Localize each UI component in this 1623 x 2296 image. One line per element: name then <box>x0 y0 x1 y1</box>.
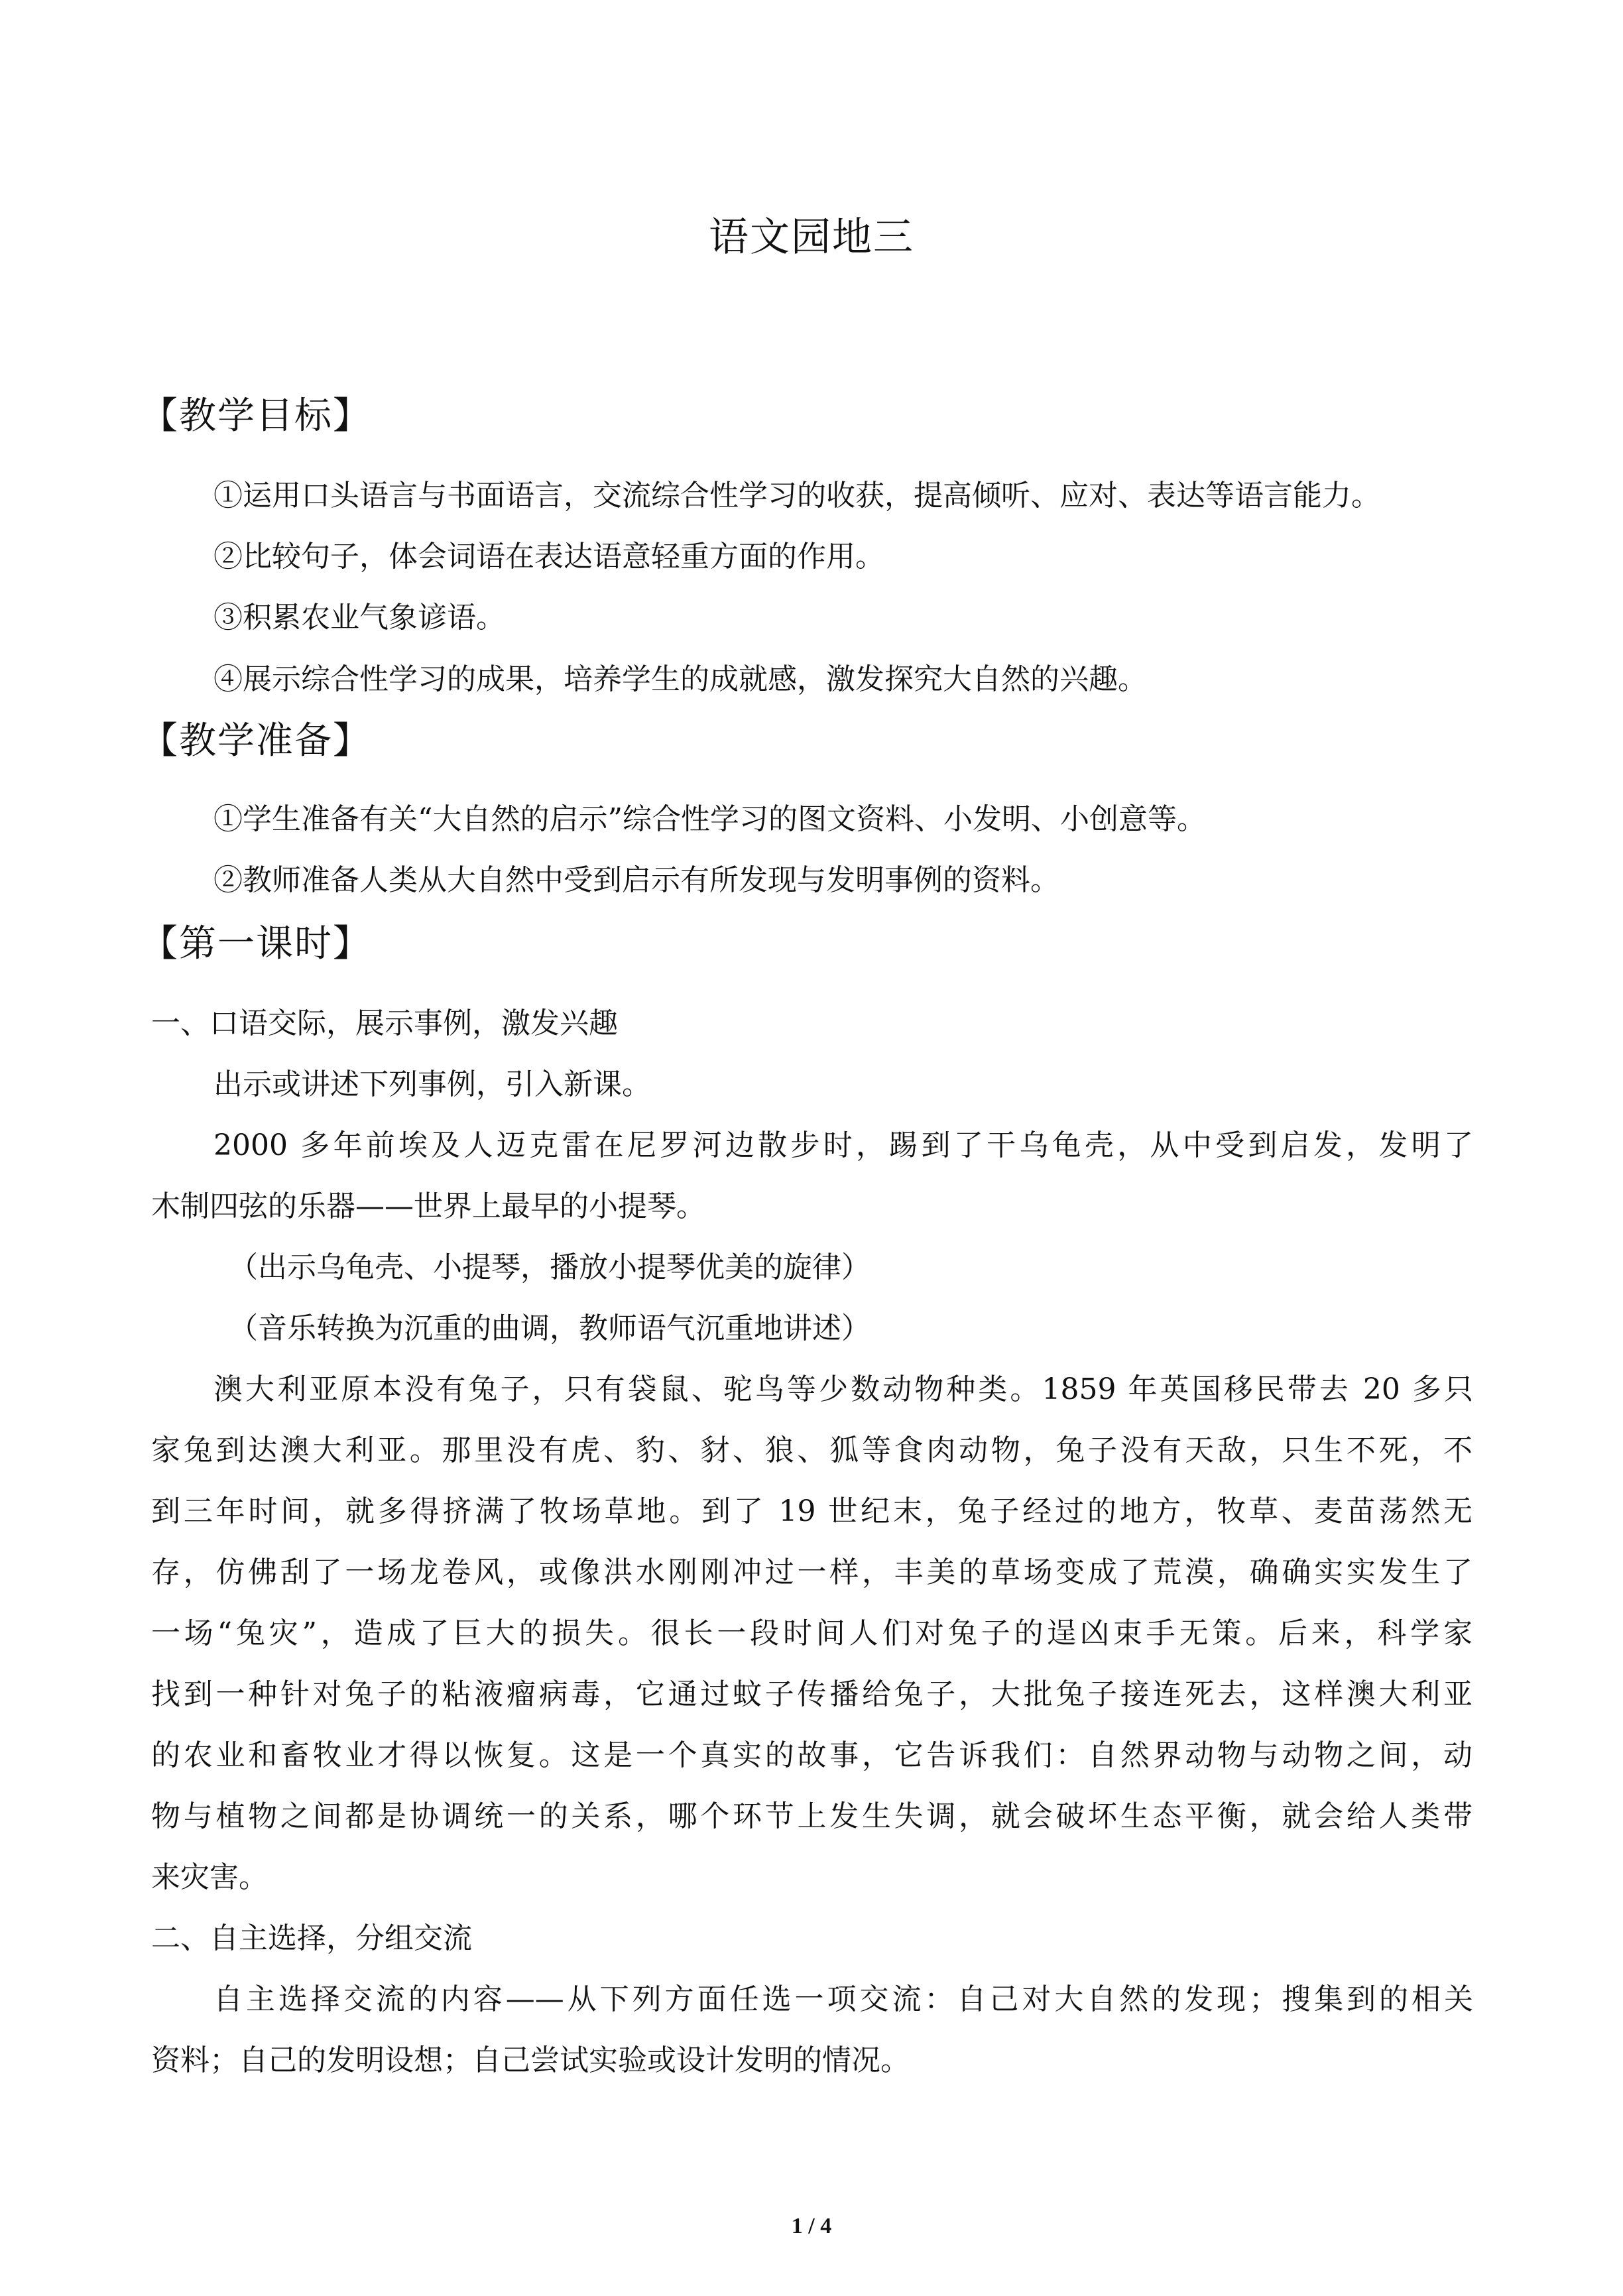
objective-item: ④展示综合性学习的成果，培养学生的成就感，激发探究大自然的兴趣。 <box>213 662 1147 696</box>
paragraph-line: 澳大利亚原本没有兔子，只有袋鼠、驼鸟等少数动物种类。1859 年英国移民带去 20 多只 <box>213 1372 1473 1406</box>
paragraph-line: 物与植物之间都是协调统一的关系，哪个环节上发生失调，就会破坏生态平衡，就会给人类带 <box>151 1799 1473 1833</box>
page-number: 1 / 4 <box>791 2214 832 2238</box>
part-heading: 一、口语交际，展示事例，激发兴趣 <box>151 1006 618 1040</box>
preparation-item: ①学生准备有关“大自然的启示”综合性学习的图文资料、小发明、小创意等。 <box>213 802 1206 836</box>
objective-item: ①运用口头语言与书面语言，交流综合性学习的收获，提高倾听、应对、表达等语言能力。 <box>213 479 1380 513</box>
paragraph-line: 存，仿佛刮了一场龙卷风，或像洪水刚刚冲过一样，丰美的草场变成了荒漠，确确实实发生了 <box>151 1555 1473 1589</box>
paragraph-line: 来灾害。 <box>151 1860 268 1894</box>
paragraph-line: 自主选择交流的内容——从下列方面任选一项交流：自己对大自然的发现；搜集到的相关 <box>213 1982 1473 2016</box>
paragraph-line: 一场“兔灾”，造成了巨大的损失。很长一段时间人们对兔子的逞凶束手无策。后来，科学家 <box>151 1616 1473 1650</box>
section-heading-preparation: 【教学准备】 <box>141 719 371 762</box>
paragraph-line: 家兔到达澳大利亚。那里没有虎、豹、豺、狼、狐等食肉动物，兔子没有天敌，只生不死，不 <box>151 1433 1473 1467</box>
paragraph-line: 资料；自己的发明设想；自己尝试实验或设计发明的情况。 <box>151 2043 910 2077</box>
stage-note: （出示乌龟壳、小提琴，播放小提琴优美的旋律） <box>229 1250 871 1284</box>
paragraph-line: 木制四弦的乐器——世界上最早的小提琴。 <box>151 1189 705 1223</box>
part-heading: 二、自主选择，分组交流 <box>151 1921 472 1955</box>
section-heading-objectives: 【教学目标】 <box>141 394 371 438</box>
paragraph-line: 的农业和畜牧业才得以恢复。这是一个真实的故事，它告诉我们：自然界动物与动物之间，动 <box>151 1738 1473 1772</box>
objective-item: ②比较句子，体会词语在表达语意轻重方面的作用。 <box>213 540 884 574</box>
page-title: 语文园地三 <box>709 214 914 261</box>
intro-text: 出示或讲述下列事例，引入新课。 <box>213 1067 651 1101</box>
paragraph-line: 2000 多年前埃及人迈克雷在尼罗河边散步时，踢到了干乌龟壳，从中受到启发，发明了 <box>213 1128 1473 1162</box>
preparation-item: ②教师准备人类从大自然中受到启示有所发现与发明事例的资料。 <box>213 863 1059 897</box>
paragraph-line: 到三年时间，就多得挤满了牧场草地。到了 19 世纪末，兔子经过的地方，牧草、麦苗荡然无 <box>151 1494 1473 1528</box>
section-heading-lesson1: 【第一课时】 <box>141 922 371 965</box>
paragraph-line: 找到一种针对兔子的粘液瘤病毒，它通过蚊子传播给兔子，大批兔子接连死去，这样澳大利亚 <box>151 1677 1473 1711</box>
objective-item: ③积累农业气象谚语。 <box>213 601 505 634</box>
stage-note: （音乐转换为沉重的曲调，教师语气沉重地讲述） <box>229 1311 871 1345</box>
